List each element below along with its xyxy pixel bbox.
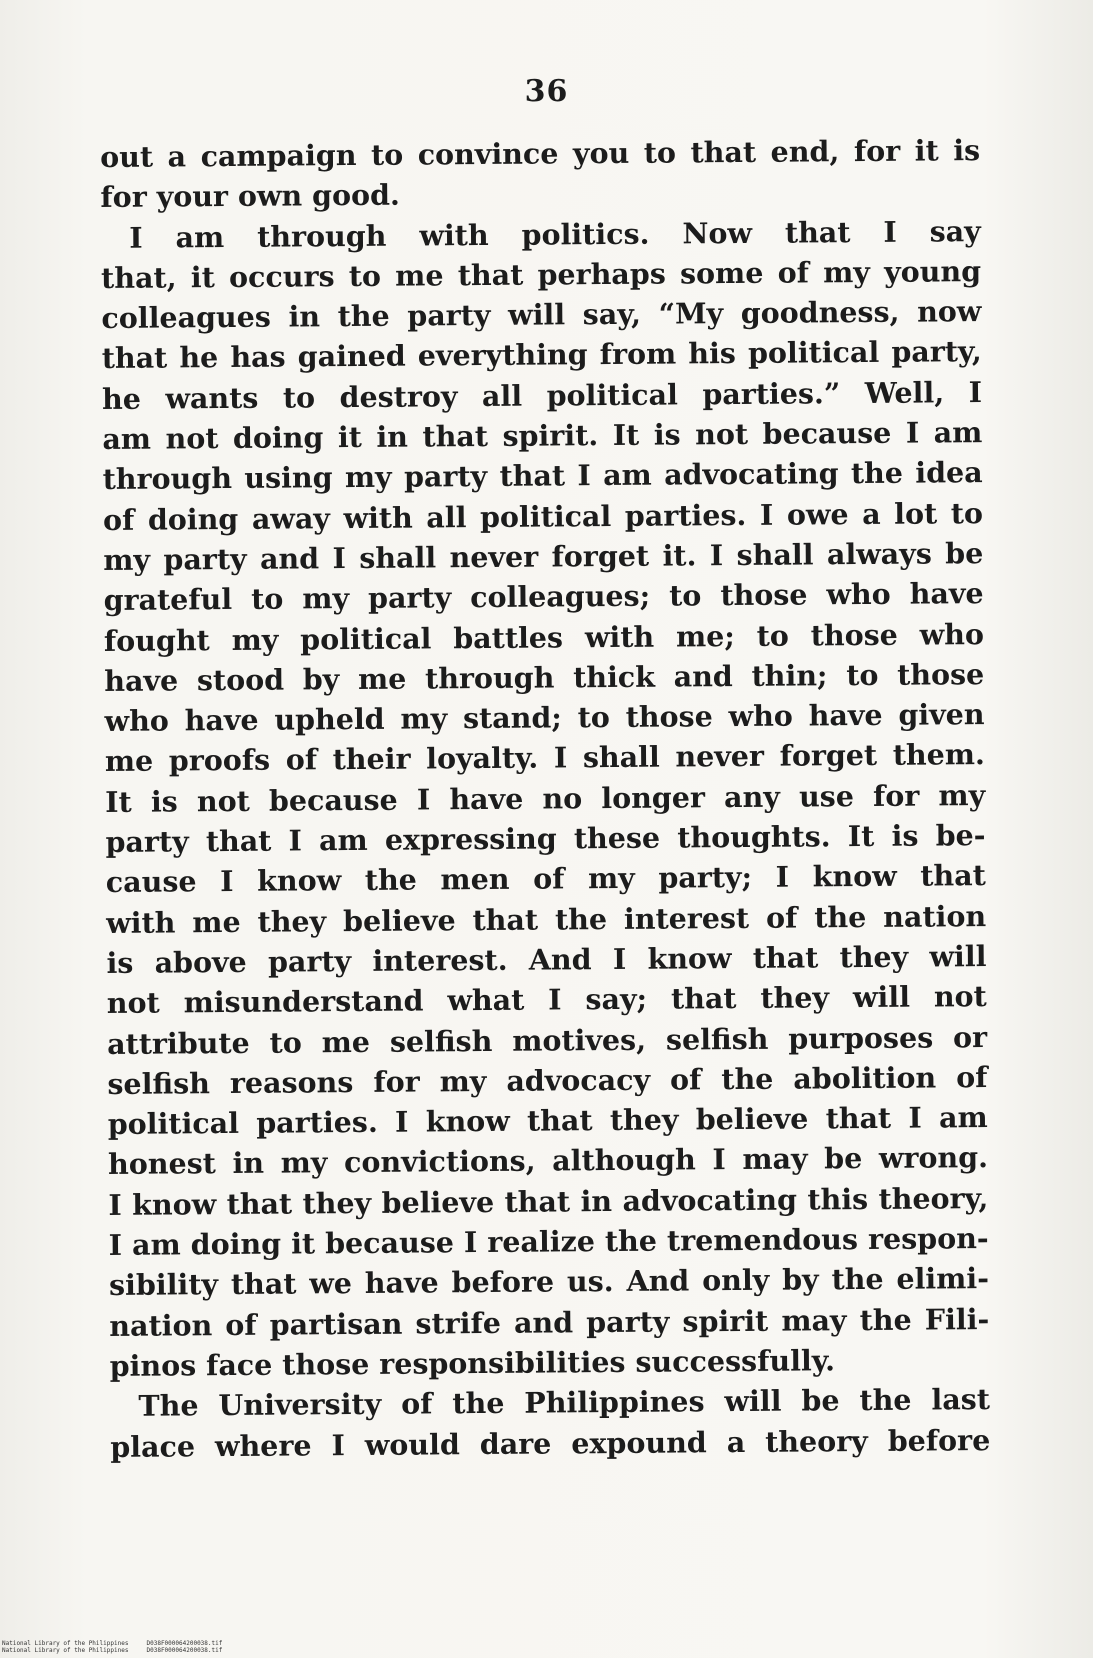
text-line: fought my political battles with me; to those who [103,616,985,658]
text-line: for your own good. [100,177,401,215]
text-line: selfish reasons for my advocacy of the abolition of [107,1059,988,1101]
text-line: that he has gained everything from his political party, [101,334,982,376]
text-line: through using my party that I am advocating the idea [102,455,983,497]
scan-footer [2,1640,222,1654]
text-line: The University of the Philippines will be the last [109,1382,991,1424]
text-line: I know that they believe that in advocating this theory, [108,1180,989,1222]
text-line: not misunderstand what I say; that they will not [106,979,987,1021]
text-line: have stood by me through thick and thin; to those [104,656,985,698]
text-line: cause I know the men of my party; I know that [105,858,986,900]
text-line: who have upheld my stand; to those who have given [104,697,985,739]
text-line: my party and I shall never forget it. I shall always be [103,536,984,577]
text-line: am not doing it in that spirit. It is not because I am [102,415,983,457]
text-line: that, it occurs to me that perhaps some of my young [100,253,982,295]
text-line: I am through with politics. Now that I say [100,213,981,255]
text-line: colleagues in the party will say, “My goodness, now [101,294,982,336]
text-line: I am doing it because I realize the tremendous respon- [108,1221,989,1262]
text-line: party that I am expressing these thoughts. It is be- [105,818,986,860]
page-number: 36 [524,74,569,109]
text-line: It is not because I have no longer any use for my [105,777,986,819]
text-line: grateful to my party colleagues; to those who have [103,576,984,618]
text-line: place where I would dare expound a theory before [110,1422,991,1464]
footer-line-2: National Library of the Philippines D038F000064200038.tif [2,1647,223,1654]
text-line: me proofs of their loyalty. I shall never forget them. [104,737,986,779]
text-line: out a campaign to convince you to that end, for it is [100,133,981,174]
text-line: with me they believe that the interest of the nation [106,898,987,940]
body-text [100,130,990,1467]
text-line: he wants to destroy all political parties.” Well, I [101,374,983,416]
text-line: political parties. I know that they believe that I am [107,1100,988,1142]
text-line: of doing away with all political parties. I owe a lot to [102,495,984,537]
text-line: honest in my convictions, although I may be wrong. [107,1140,989,1182]
text-line: is above party interest. And I know that they will [106,939,987,980]
footer-line-1: National Library of the Philippines D038F000064200038.tif [2,1640,223,1647]
text-line: nation of partisan strife and party spirit may the Fili- [109,1301,990,1343]
text-line: pinos face those responsibilities successfully. [109,1343,836,1383]
text-line: sibility that we have before us. And only by the elimi- [108,1261,990,1303]
text-line: attribute to me selfish motives, selfish purposes or [106,1019,988,1061]
